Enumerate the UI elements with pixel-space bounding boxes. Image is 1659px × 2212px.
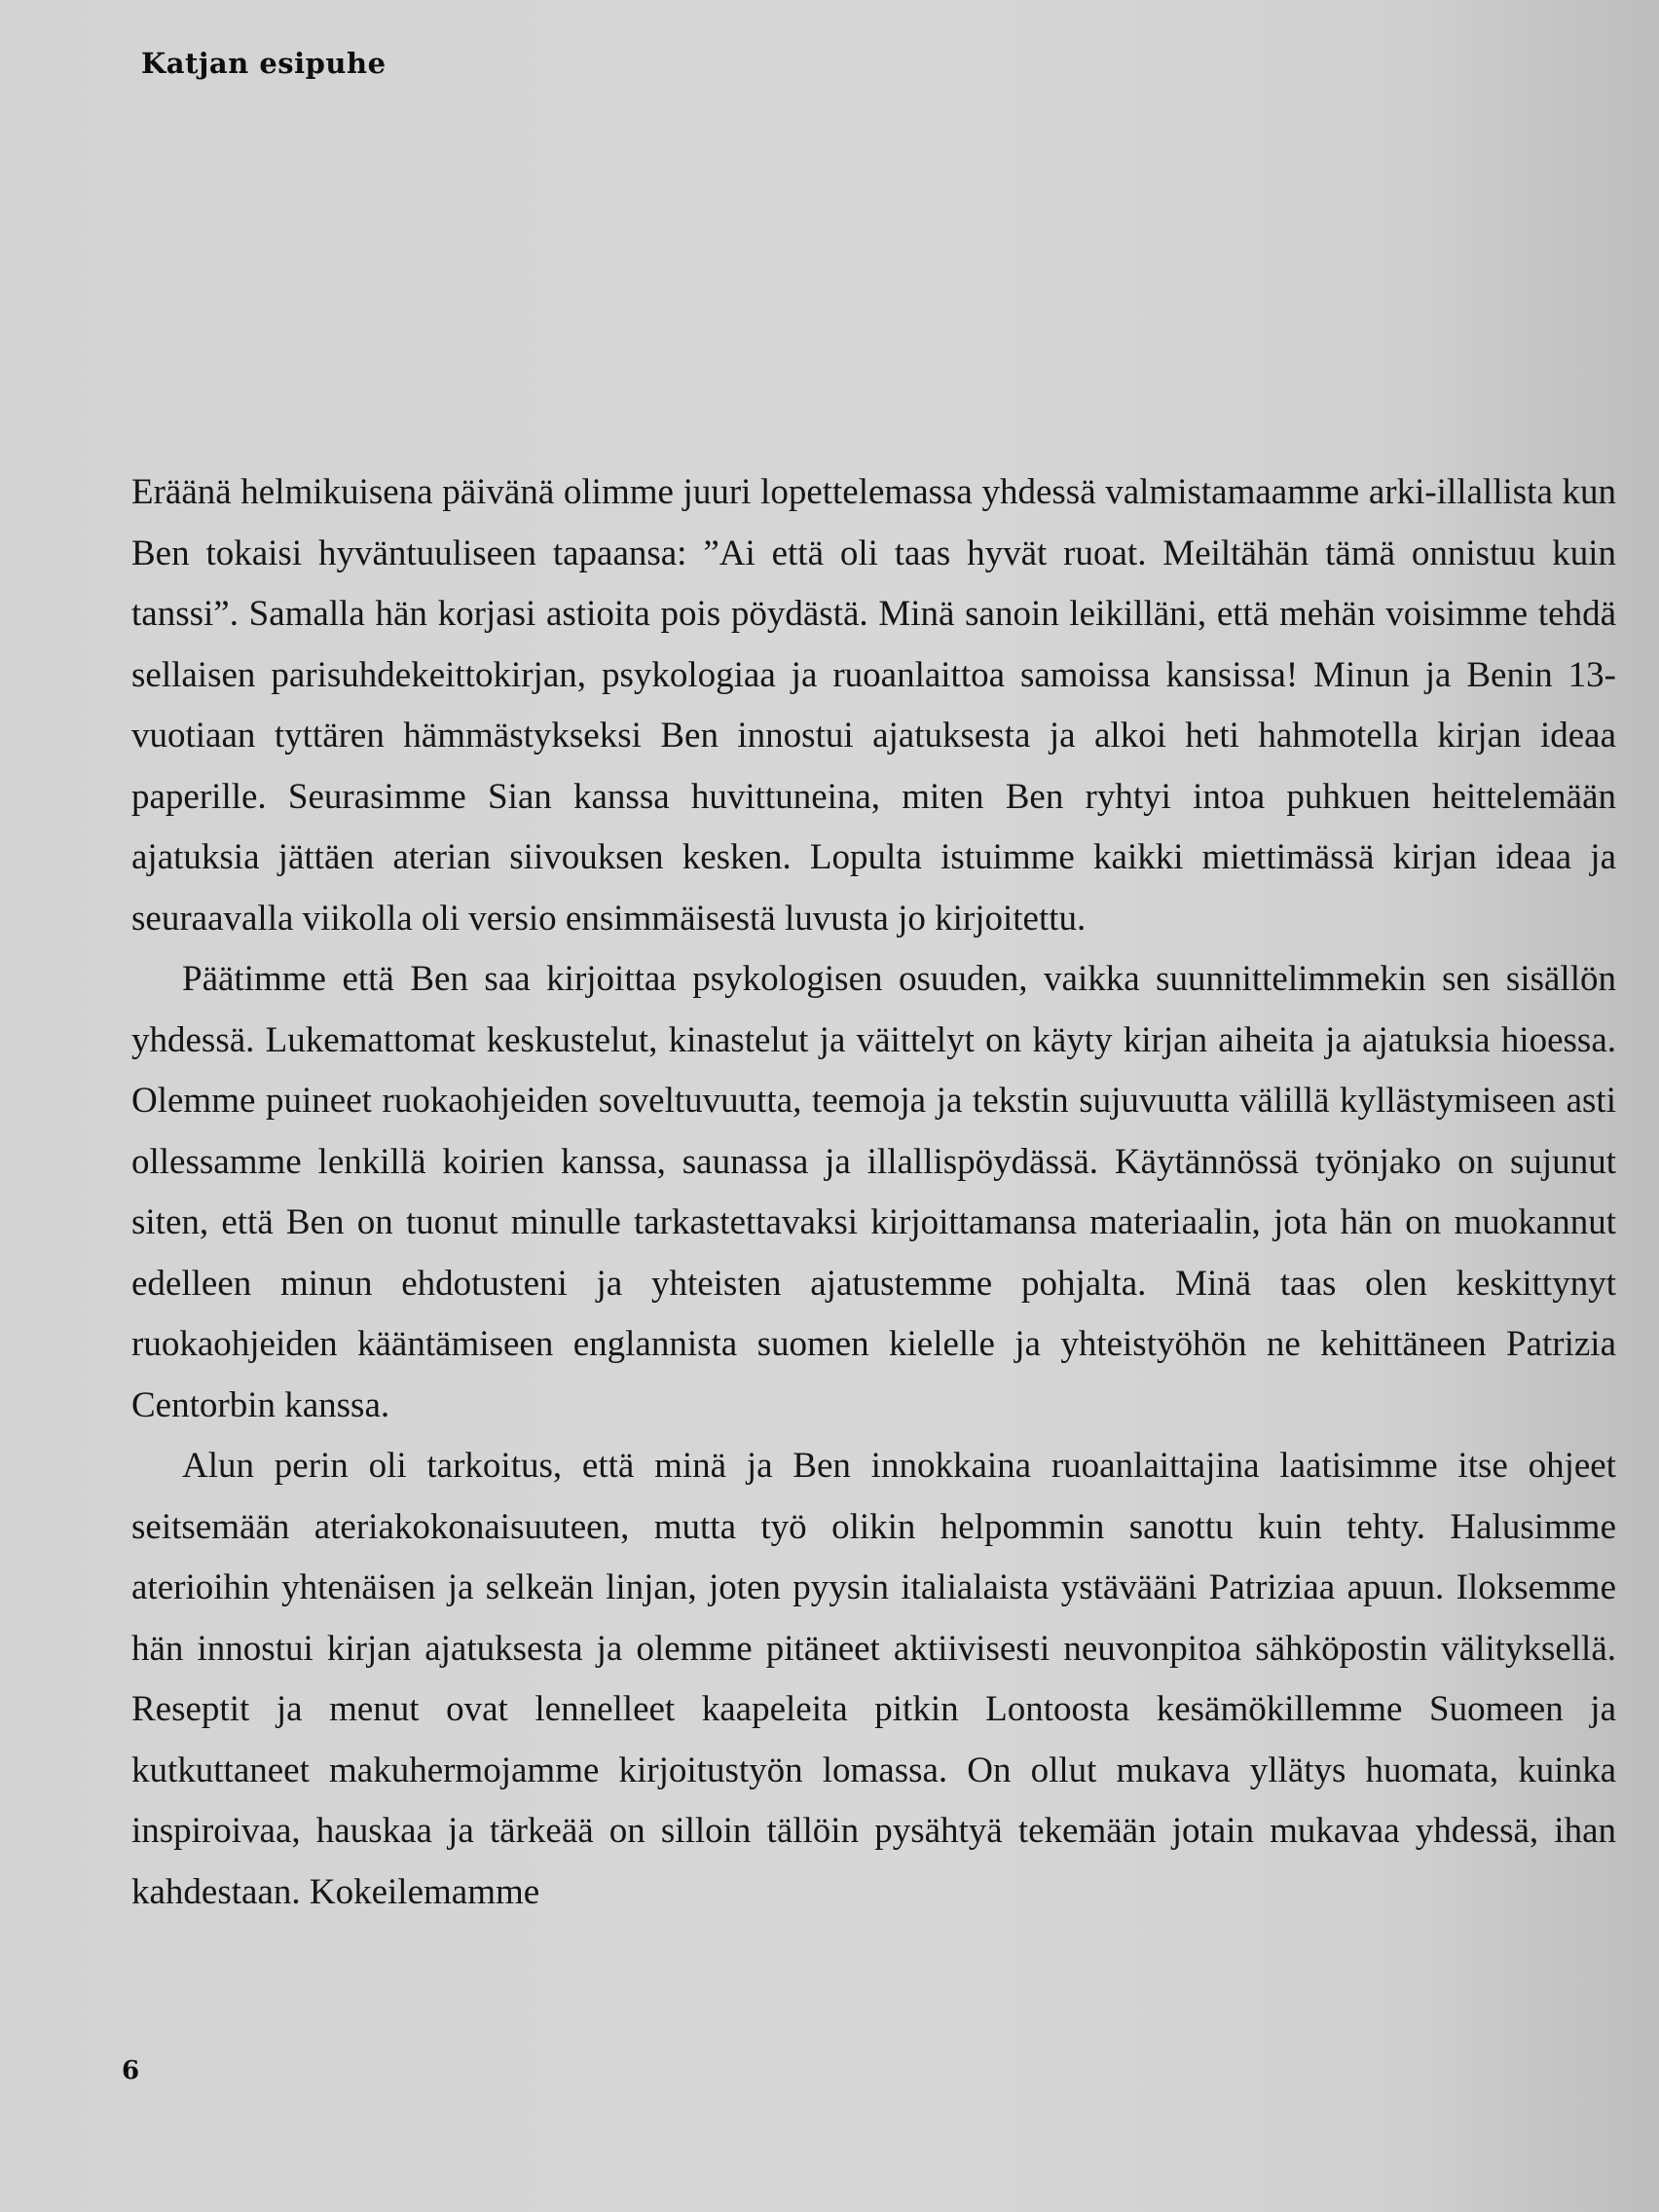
running-title: Katjan esipuhe — [141, 47, 387, 80]
paragraph: Alun perin oli tarkoitus, että minä ja Ben innokkaina ruoanlaittajina laatisimme itse ohjeet seitsemään ateriakokonaisuuteen, mutta työ olikin helpommin sanottu kuin tehty. Halusimme aterioihin yhtenäisen ja selkeän linjan, joten pyysin italialaista ystävääni Patriziaa apuun. Iloksemme hän innostui kirjan ajatuksesta ja olemme pitäneet aktiivisesti neuvonpitoa sähköpostin välityksellä. Reseptit ja menut ovat lennelleet kaapeleita pitkin Lontoosta kesämökillemme Suomeen ja kutkuttaneet makuhermojamme kirjoitustyön lomassa. On ollut mukava yllätys huomata, kuinka inspiroivaa, hauskaa ja tärkeää on silloin tällöin pysähtyä tekemään jotain mukavaa yhdessä, ihan kahdestaan. Kokeilemamme — [131, 1446, 1616, 1912]
body-text — [131, 462, 1616, 1923]
paragraph: Päätimme että Ben saa kirjoittaa psykologisen osuuden, vaikka suunnittelimmekin sen sisällön yhdessä. Lukemattomat keskustelut, kinastelut ja väittelyt on käyty kirjan aiheita ja ajatuksia hioessa. Olemme puineet ruokaohjeiden soveltuvuutta, teemoja ja tekstin sujuvuutta välillä kyllästymiseen asti ollessamme lenkillä koirien kanssa, saunassa ja illallispöydässä. Käytännössä työnjako on sujunut siten, että Ben on tuonut minulle tarkastettavaksi kirjoittamansa materiaalin, jota hän on muokannut edelleen minun ehdotusteni ja yhteisten ajatustemme pohjalta. Minä taas olen keskittynyt ruokaohjeiden kääntämiseen englannista suomen kielelle ja yhteistyöhön ne kehittäneen Patrizia Centorbin kanssa. — [131, 959, 1616, 1425]
paragraph: Eräänä helmikuisena päivänä olimme juuri lopettelemassa yhdessä valmistamaamme arki-illallista kun Ben tokaisi hyväntuuliseen tapaansa: ”Ai että oli taas hyvät ruoat. Meiltähän tämä onnistuu kuin tanssi”. Samalla hän korjasi astioita pois pöydästä. Minä sanoin leikilläni, että mehän voisimme tehdä sellaisen parisuhdekeittokirjan, psykologiaa ja ruoanlaittoa samoissa kansissa! Minun ja Benin 13-vuotiaan tyttären hämmästykseksi Ben innostui ajatuksesta ja alkoi heti hahmotella kirjan ideaa paperille. Seurasimme Sian kanssa huvittuneina, miten Ben ryhtyi intoa puhkuen heittelemään ajatuksia jättäen aterian siivouksen kesken. Lopulta istuimme kaikki miettimässä kirjan ideaa ja seuraavalla viikolla oli versio ensimmäisestä luvusta jo kirjoitettu. — [131, 472, 1616, 939]
page-number: 6 — [122, 2056, 140, 2085]
